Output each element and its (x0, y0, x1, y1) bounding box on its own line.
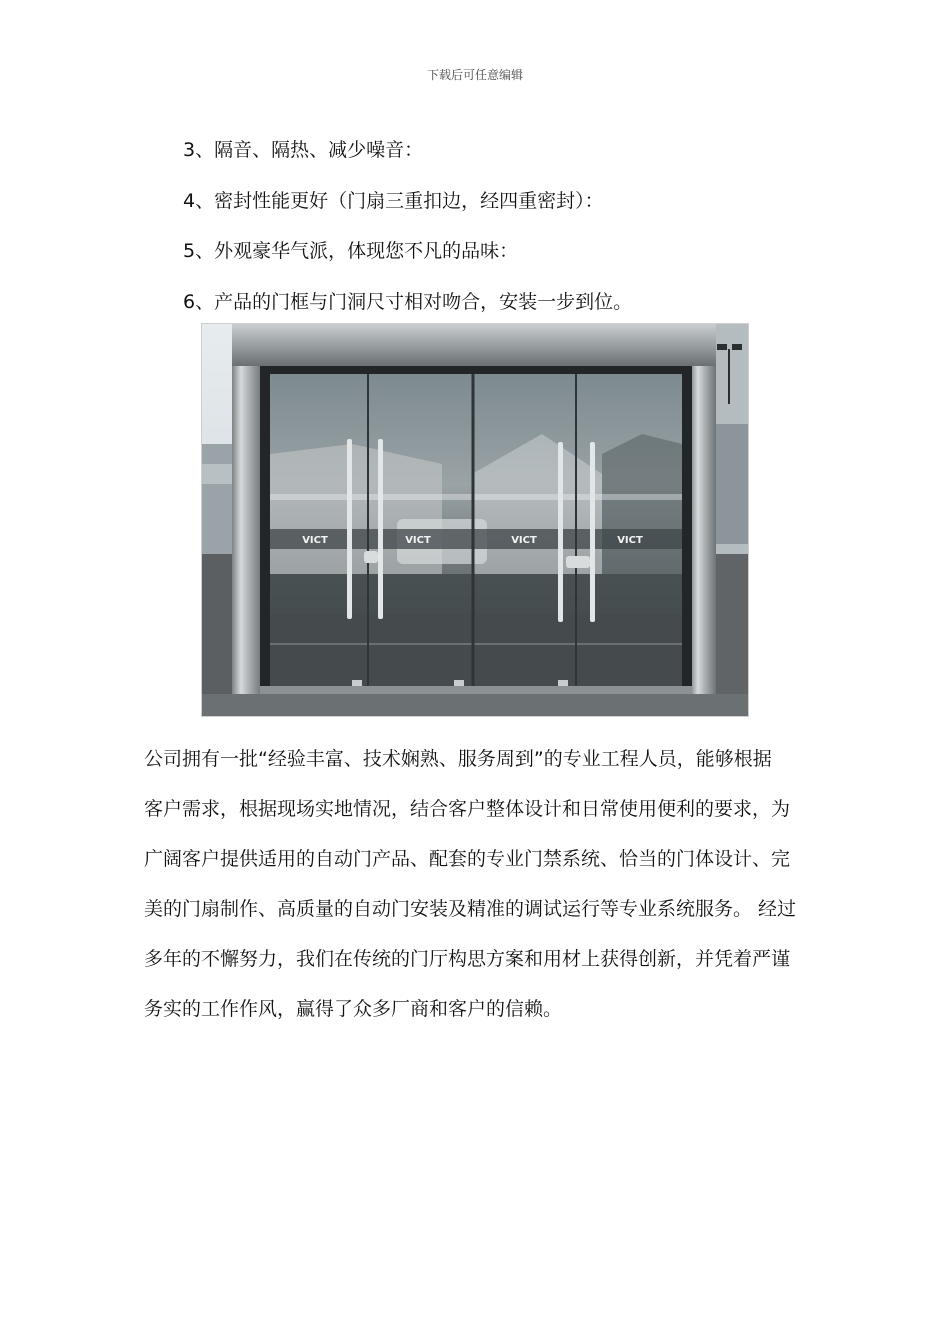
list-item: 3、隔音、隔热、减少噪音： (183, 139, 424, 161)
company-paragraph (144, 734, 808, 1034)
feature-list (183, 136, 823, 338)
paragraph-line: 务实的工作作风，赢得了众多厂商和客户的信赖。 (144, 998, 563, 1020)
paragraph-line: 多年的不懈努力，我们在传统的门厅构思方案和用材上获得创新，并凭着严谨 (144, 948, 791, 970)
list-item: 5、外观豪华气派，体现您不凡的品味： (183, 240, 519, 262)
paragraph-line: 公司拥有一批“经验丰富、技术娴熟、服务周到”的专业工程人员，能够根据 (144, 748, 772, 770)
paragraph-line: 客户需求，根据现场实地情况，结合客户整体设计和日常使用便利的要求，为 (144, 798, 791, 820)
door-logo-text: VICT (617, 535, 643, 546)
paragraph-line: 广阔客户提供适用的自动门产品、配套的专业门禁系统、恰当的门体设计、完 (144, 848, 791, 870)
glass-door-illustration (202, 324, 749, 717)
list-item: 6、产品的门框与门洞尺寸相对吻合，安装一步到位。 (183, 290, 633, 313)
door-logo-text: VICT (511, 535, 537, 546)
glass-door-photo (201, 323, 749, 717)
page-header: 下载后可任意编辑 (426, 68, 523, 82)
door-logo-text: VICT (405, 535, 431, 546)
paragraph-line: 美的门扇制作、高质量的自动门安装及精准的调试运行等专业系统服务。 经过 (144, 898, 797, 920)
door-logo-text: VICT (302, 535, 328, 546)
list-item: 4、密封性能更好（门扇三重扣边，经四重密封）： (183, 189, 604, 212)
